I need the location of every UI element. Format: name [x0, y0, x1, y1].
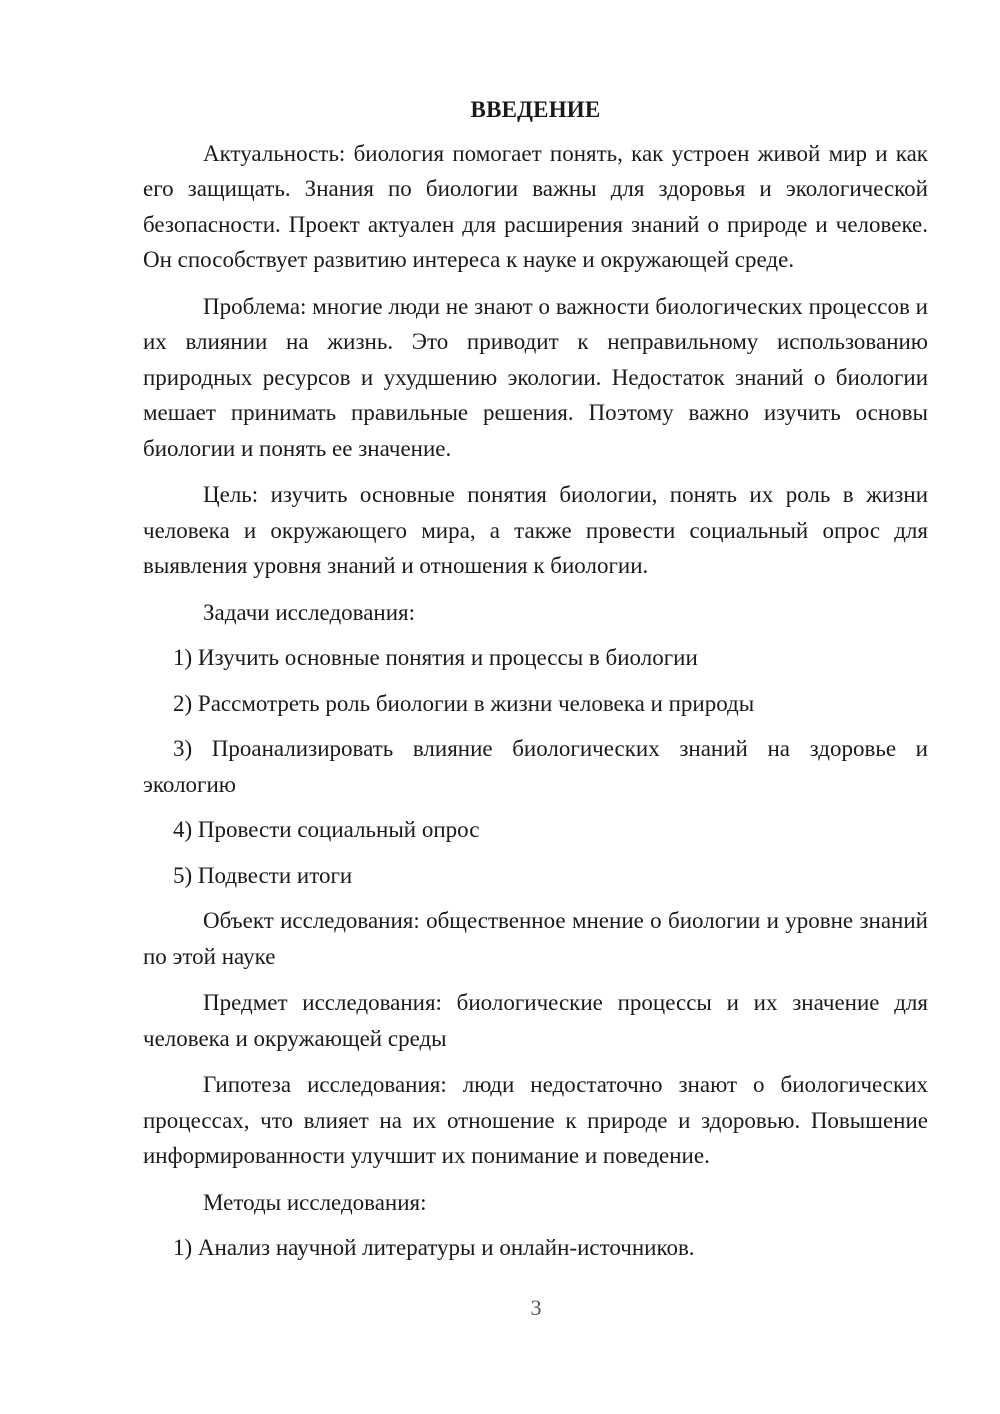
- section-title: ВВЕДЕНИЕ: [470, 97, 601, 122]
- tasks-heading: Задачи исследования:: [203, 599, 416, 625]
- method-item-1: 1) Анализ научной литературы и онлайн-источников.: [173, 1235, 695, 1260]
- relevance-paragraph: Актуальность: биология помогает понять, как устроен живой мир и как его защищать. Знания по биологии важны для здоровья и экологической безопасности. Проект актуален для расширения знаний о природе и человеке. Он способствует развитию интереса к науке и окружающей среде.: [143, 140, 928, 272]
- object-paragraph: Объект исследования: общественное мнение о биологии и уровне знаний по этой науке: [143, 908, 928, 969]
- problem-paragraph: Проблема: многие люди не знают о важности биологических процессов и их влиянии на жизнь. Это приводит к неправильному использованию природных ресурсов и ухудшению экологии. Недостаток знаний о биологии мешает принимать правильные решения. Поэтому важно изучить основы биологии и понять ее значение.: [143, 293, 928, 461]
- task-item-5: 5) Подвести итоги: [173, 862, 353, 888]
- task-item-1: 1) Изучить основные понятия и процессы в биологии: [173, 645, 698, 670]
- hypothesis-paragraph: Гипотеза исследования: люди недостаточно знают о биологических процессах, что влияет на их отношение к природе и здоровью. Повышение информированности улучшит их понимание и поведение.: [143, 1072, 928, 1168]
- page-content: [143, 92, 928, 1276]
- methods-heading: Методы исследования:: [203, 1189, 427, 1215]
- task-item-2: 2) Рассмотреть роль биологии в жизни человека и природы: [173, 690, 755, 716]
- task-item-4: 4) Провести социальный опрос: [173, 817, 480, 842]
- task-item-3: 3) Проанализировать влияние биологических знаний на здоровье и экологию: [143, 736, 928, 797]
- subject-paragraph: Предмет исследования: биологические процессы и их значение для человека и окружающей среды: [143, 990, 928, 1051]
- goal-paragraph: Цель: изучить основные понятия биологии, понять их роль в жизни человека и окружающего мира, а также провести социальный опрос для выявления уровня знаний и отношения к биологии.: [143, 482, 928, 578]
- page-number: 3: [530, 1295, 542, 1320]
